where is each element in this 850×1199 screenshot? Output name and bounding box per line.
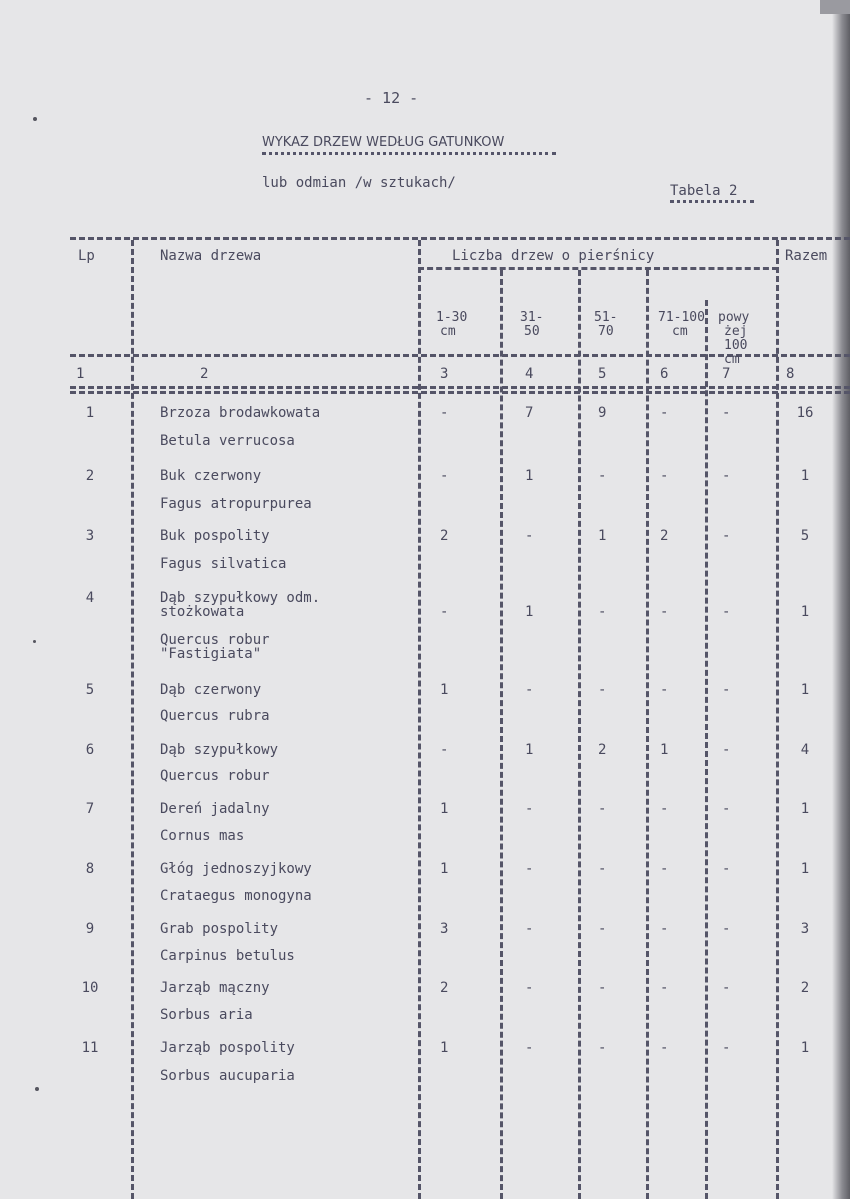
col-number-8: 8 — [786, 366, 795, 382]
row-count-over-100: - — [722, 604, 731, 620]
row-name-latin: Fagus silvatica — [160, 556, 287, 572]
row-count-71-100: - — [660, 468, 669, 484]
row-count-31-50: - — [525, 861, 534, 877]
table-row — [0, 861, 850, 921]
row-count-over-100: - — [722, 1040, 731, 1056]
row-count-over-100: - — [722, 468, 731, 484]
row-name-latin: Betula verrucosa — [160, 433, 295, 449]
row-count-71-100: - — [660, 405, 669, 421]
header-col6: 71-100 cm — [658, 310, 705, 339]
row-count-1-30: 1 — [440, 861, 449, 877]
row-count-1-30: - — [440, 742, 449, 758]
numbers-divider — [70, 386, 850, 389]
table-label-underline — [670, 200, 754, 203]
row-name-polish: Dąb czerwony — [160, 682, 262, 698]
row-count-31-50: 7 — [525, 405, 534, 421]
row-count-51-70: - — [598, 604, 607, 620]
header-name: Nazwa drzewa — [160, 248, 262, 264]
row-lp: 11 — [81, 1040, 99, 1056]
row-name-latin: Sorbus aucuparia — [160, 1068, 295, 1084]
row-lp: 9 — [85, 921, 95, 937]
document-subtitle: lub odmian /w sztukach/ — [262, 175, 456, 191]
row-name-latin: Quercus rubra — [160, 708, 270, 724]
group-header-divider — [418, 267, 778, 270]
row-count-71-100: - — [660, 604, 669, 620]
row-name-latin: Carpinus betulus — [160, 948, 295, 964]
row-lp: 1 — [85, 405, 95, 421]
col-number-3: 3 — [440, 366, 449, 382]
col-number-4: 4 — [525, 366, 534, 382]
row-count-over-100: - — [722, 682, 731, 698]
col-number-7: 7 — [722, 366, 731, 382]
row-count-1-30: 3 — [440, 921, 449, 937]
page-number: - 12 - — [364, 89, 419, 107]
row-name-latin: Sorbus aria — [160, 1007, 253, 1023]
row-count-31-50: 1 — [525, 742, 534, 758]
row-lp: 5 — [85, 682, 95, 698]
row-count-31-50: 1 — [525, 468, 534, 484]
document-title: WYKAZ DRZEW WEDŁUG GATUNKOW — [262, 135, 505, 150]
row-name-latin-cont: "Fastigiata" — [160, 646, 262, 662]
table-label: Tabela 2 — [670, 183, 738, 199]
row-count-over-100: - — [722, 801, 731, 817]
row-count-1-30: 1 — [440, 1040, 449, 1056]
row-count-over-100: - — [722, 861, 731, 877]
table-row — [0, 468, 850, 528]
row-count-51-70: - — [598, 1040, 607, 1056]
scan-speck — [33, 117, 37, 121]
row-count-1-30: 1 — [440, 682, 449, 698]
row-count-51-70: - — [598, 801, 607, 817]
row-lp: 7 — [85, 801, 95, 817]
row-total: 2 — [800, 980, 810, 996]
header-col4: 31- 50 — [520, 310, 544, 339]
row-count-71-100: - — [660, 861, 669, 877]
table-row — [0, 590, 850, 680]
scan-edge-top — [820, 0, 850, 14]
row-count-over-100: - — [722, 528, 731, 544]
row-count-51-70: - — [598, 861, 607, 877]
numbers-divider-double — [70, 391, 850, 394]
row-lp: 4 — [85, 590, 95, 606]
row-name-polish: Buk czerwony — [160, 468, 262, 484]
row-name-latin: Crataegus monogyna — [160, 888, 312, 904]
row-lp: 2 — [85, 468, 95, 484]
row-count-over-100: - — [722, 980, 731, 996]
row-count-51-70: - — [598, 980, 607, 996]
header-lp: Lp — [78, 248, 95, 264]
row-lp: 8 — [85, 861, 95, 877]
row-count-71-100: 1 — [660, 742, 669, 758]
row-total: 1 — [800, 604, 810, 620]
row-count-51-70: - — [598, 921, 607, 937]
table-row — [0, 1040, 850, 1100]
row-name-latin: Fagus atropurpurea — [160, 496, 312, 512]
row-count-51-70: - — [598, 468, 607, 484]
row-name-polish: Dąb szypułkowy odm. — [160, 590, 321, 606]
row-name-latin: Cornus mas — [160, 828, 245, 844]
table-row — [0, 980, 850, 1040]
row-count-71-100: - — [660, 801, 669, 817]
row-count-1-30: 1 — [440, 801, 449, 817]
row-count-31-50: - — [525, 528, 534, 544]
table-row — [0, 921, 850, 981]
table-row — [0, 405, 850, 465]
row-total: 5 — [800, 528, 810, 544]
row-count-51-70: 1 — [598, 528, 607, 544]
row-count-71-100: - — [660, 921, 669, 937]
title-underline — [262, 152, 556, 155]
table-row — [0, 801, 850, 861]
row-count-71-100: - — [660, 682, 669, 698]
row-name-latin: Quercus robur — [160, 632, 270, 648]
row-count-31-50: - — [525, 682, 534, 698]
row-total: 1 — [800, 801, 810, 817]
col-number-6: 6 — [660, 366, 669, 382]
row-count-51-70: - — [598, 682, 607, 698]
row-count-1-30: - — [440, 604, 449, 620]
row-count-31-50: - — [525, 801, 534, 817]
row-name-polish: Dąb szypułkowy — [160, 742, 279, 758]
row-count-51-70: 2 — [598, 742, 607, 758]
col-number-5: 5 — [598, 366, 607, 382]
row-count-1-30: 2 — [440, 528, 449, 544]
header-sum: Razem — [785, 248, 828, 264]
row-name-polish: Dereń jadalny — [160, 801, 270, 817]
row-count-over-100: - — [722, 921, 731, 937]
col-number-2: 2 — [200, 366, 209, 382]
row-total: 1 — [800, 468, 810, 484]
row-count-71-100: - — [660, 980, 669, 996]
table-row — [0, 742, 850, 802]
row-total: 1 — [800, 1040, 810, 1056]
header-col3: 1-30 cm — [436, 310, 468, 339]
table-top-border — [70, 237, 850, 240]
row-name-polish: Grab pospolity — [160, 921, 279, 937]
row-count-71-100: 2 — [660, 528, 669, 544]
row-total: 4 — [800, 742, 810, 758]
row-name-polish: Głóg jednoszyjkowy — [160, 861, 312, 877]
col-number-1: 1 — [76, 366, 85, 382]
table-row — [0, 682, 850, 742]
row-count-1-30: 2 — [440, 980, 449, 996]
row-count-31-50: - — [525, 980, 534, 996]
row-name-polish: Jarząb pospolity — [160, 1040, 295, 1056]
row-lp: 3 — [85, 528, 95, 544]
table-row — [0, 528, 850, 588]
header-col5: 51- 70 — [594, 310, 618, 339]
row-name-polish: Buk pospolity — [160, 528, 270, 544]
row-count-1-30: - — [440, 405, 449, 421]
row-count-over-100: - — [722, 742, 731, 758]
row-total: 1 — [800, 861, 810, 877]
row-count-51-70: 9 — [598, 405, 607, 421]
header-group: Liczba drzew o pierśnicy — [452, 248, 655, 264]
row-total: 1 — [800, 682, 810, 698]
row-lp: 6 — [85, 742, 95, 758]
row-count-31-50: - — [525, 921, 534, 937]
row-total: 16 — [796, 405, 814, 421]
row-total: 3 — [800, 921, 810, 937]
row-name-polish: Jarząb mączny — [160, 980, 270, 996]
header-col7: powy żej 100 cm — [718, 310, 750, 367]
row-count-31-50: - — [525, 1040, 534, 1056]
row-count-1-30: - — [440, 468, 449, 484]
row-name-polish: Brzoza brodawkowata — [160, 405, 321, 421]
row-name-latin: Quercus robur — [160, 768, 270, 784]
row-count-71-100: - — [660, 1040, 669, 1056]
row-count-31-50: 1 — [525, 604, 534, 620]
row-lp: 10 — [81, 980, 99, 996]
row-name-polish-cont: stożkowata — [160, 604, 245, 620]
row-count-over-100: - — [722, 405, 731, 421]
